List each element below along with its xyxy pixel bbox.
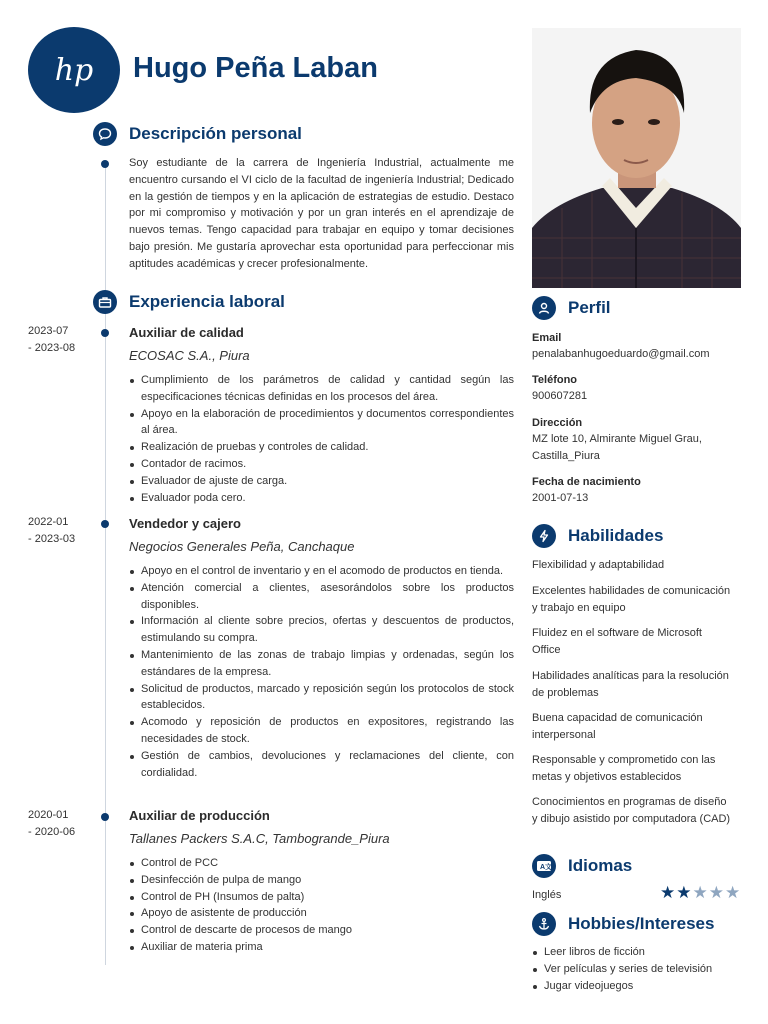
- hobbies-title: Hobbies/Intereses: [568, 914, 715, 933]
- list-item: Desinfección de pulpa de mango: [129, 872, 514, 889]
- list-item: Control de PH (Insumos de palta): [129, 889, 514, 906]
- list-item: Evaluador de ajuste de carga.: [129, 473, 514, 490]
- svg-text:文: 文: [545, 864, 552, 871]
- timeline-dot: [101, 813, 109, 821]
- address-label: Dirección: [532, 417, 583, 429]
- list-item: Solicitud de productos, marcado y reposición según los protocolos de stock establecidos.: [129, 681, 514, 715]
- job-company: Negocios Generales Peña, Canchaque: [129, 539, 355, 554]
- hobbies-list: [532, 944, 712, 994]
- job-date: 2020-01 - 2020-06: [28, 809, 76, 838]
- list-item: Evaluador poda cero.: [129, 490, 514, 507]
- job-title: Auxiliar de calidad: [129, 325, 244, 340]
- star-empty-icon: ★: [725, 883, 741, 903]
- birth-label: Fecha de nacimiento: [532, 476, 641, 488]
- skill-item: Fluidez en el software de Microsoft Office: [532, 627, 702, 656]
- list-item: Atención comercial a clientes, asesorándolos sobre los productos disponibles.: [129, 580, 514, 614]
- star-empty-icon: ★: [708, 883, 724, 903]
- timeline-dot: [101, 329, 109, 337]
- monogram-logo: hp: [28, 27, 120, 113]
- skills-title: Habilidades: [568, 526, 664, 545]
- list-item: Auxiliar de materia prima: [129, 939, 514, 956]
- list-item: Realización de pruebas y controles de calidad.: [129, 439, 514, 456]
- speech-bubble-icon: [93, 122, 117, 146]
- job-bullets: [129, 372, 514, 506]
- list-item: Información al cliente sobre precios, ofertas y descuentos de productos, estimulando su compra.: [129, 613, 514, 647]
- briefcase-icon: [93, 290, 117, 314]
- description-title: Descripción personal: [129, 124, 302, 143]
- job-bullets: [129, 855, 514, 956]
- star-filled-icon: ★: [660, 883, 676, 903]
- languages-title: Idiomas: [568, 856, 633, 875]
- skill-item: Excelentes habilidades de comunicación y trabajo en equipo: [532, 585, 731, 614]
- language-name: Inglés: [532, 889, 562, 901]
- phone-label: Teléfono: [532, 374, 578, 386]
- list-item: Leer libros de ficción: [532, 944, 712, 961]
- list-item: Apoyo en el control de inventario y en el acomodo de productos en tienda.: [129, 563, 514, 580]
- job-title: Auxiliar de producción: [129, 808, 270, 823]
- svg-text:A: A: [540, 864, 546, 871]
- user-icon: [532, 296, 556, 320]
- job-bullets: [129, 563, 514, 781]
- skill-item: Buena capacidad de comunicación interpersonal: [532, 712, 703, 741]
- profile-photo: [532, 28, 741, 288]
- list-item: Contador de racimos.: [129, 456, 514, 473]
- language-rating: [660, 885, 740, 902]
- skill-item: Responsable y comprometido con las metas y objetivos establecidos: [532, 754, 716, 783]
- list-item: Mantenimiento de las zonas de trabajo limpias y ordenadas, según los estándares de la empresa.: [129, 647, 514, 681]
- job-title: Vendedor y cajero: [129, 516, 241, 531]
- email-value: penalabanhugoeduardo@gmail.com: [532, 348, 710, 360]
- job-date: 2023-07 - 2023-08: [28, 325, 76, 354]
- skill-item: Flexibilidad y adaptabilidad: [532, 559, 665, 571]
- birth-value: 2001-07-13: [532, 492, 589, 504]
- timeline-line: [105, 160, 106, 965]
- list-item: Acomodo y reposición de productos en expositores, registrando las necesidades de stock.: [129, 714, 514, 748]
- email-label: Email: [532, 332, 562, 344]
- list-item: Control de descarte de procesos de mango: [129, 922, 514, 939]
- star-filled-icon: ★: [676, 883, 692, 903]
- skill-item: Conocimientos en programas de diseño y dibujo asistido por computadora (CAD): [532, 796, 731, 825]
- list-item: Apoyo de asistente de producción: [129, 905, 514, 922]
- timeline-dot: [101, 160, 109, 168]
- list-item: Gestión de cambios, devoluciones y reclamaciones del cliente, con cordialidad.: [129, 748, 514, 782]
- experience-title: Experiencia laboral: [129, 292, 285, 311]
- job-company: Tallanes Packers S.A.C, Tambogrande_Piura: [129, 831, 390, 846]
- candidate-name: Hugo Peña Laban: [133, 52, 378, 84]
- list-item: Cumplimiento de los parámetros de calidad y cantidad según las especificaciones técnicas definidas en los procesos del área.: [129, 372, 514, 406]
- timeline-dot: [101, 520, 109, 528]
- phone-value: 900607281: [532, 390, 588, 402]
- star-empty-icon: ★: [692, 883, 708, 903]
- address-value: MZ lote 10, Almirante Miguel Grau, Castilla_Piura: [532, 433, 702, 462]
- list-item: Ver películas y series de televisión: [532, 961, 712, 978]
- job-company: ECOSAC S.A., Piura: [129, 348, 250, 363]
- job-date: 2022-01 - 2023-03: [28, 516, 76, 545]
- lightning-icon: [532, 524, 556, 548]
- translate-icon: [532, 854, 556, 878]
- list-item: Jugar videojuegos: [532, 978, 712, 995]
- list-item: Control de PCC: [129, 855, 514, 872]
- description-text: Soy estudiante de la carrera de Ingeniería Industrial, actualmente me encuentro cursando el VI ciclo de la facultad de ingeniería Industrial; Dedicado en la gestión de tiempos y en la aplicación de estrategias de estudio. Destaco por mi compromiso y motivación y por un gran interés en el aprendizaje de nuevos temas. Tengo capacidad para trabajar en equipo y tomar decisiones bajo presión. Me gustaría aprovechar esta oportunidad para perfeccionar mis aptitudes académicas y crecer profesionalmente.: [129, 157, 514, 270]
- profile-title: Perfil: [568, 298, 611, 317]
- skill-item: Habilidades analíticas para la resolución de problemas: [532, 670, 729, 699]
- anchor-icon: [532, 912, 556, 936]
- list-item: Apoyo en la elaboración de procedimientos y documentos correspondientes al área.: [129, 406, 514, 440]
